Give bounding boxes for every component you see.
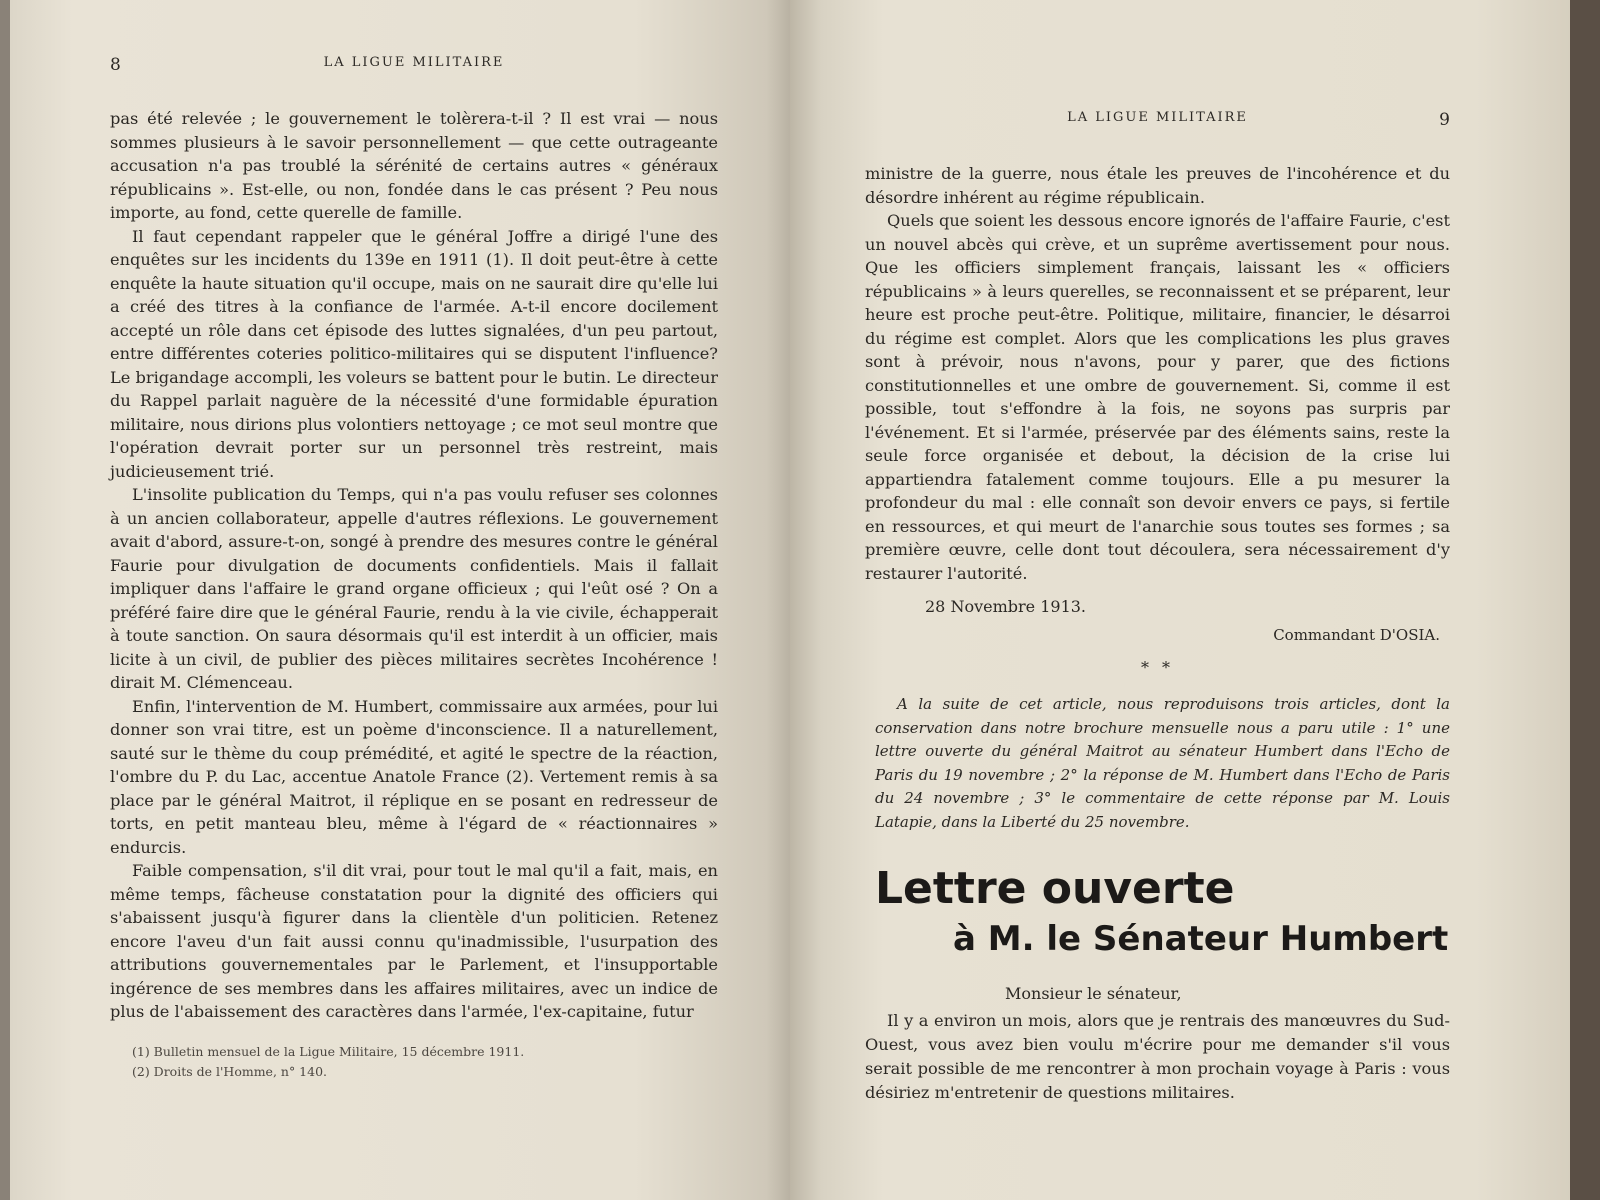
- footnote: (1) Bulletin mensuel de la Ligue Militaire, 15 décembre 1911.: [132, 1043, 525, 1059]
- paragraph: L'insolite publication du Temps, qui n'a pas voulu refuser ses colonnes à un ancien collaborateur, appelle d'autres réflexions. Le gouvernement avait d'abord, assure-t-on, songé à prendre des mesures contre le général Faurie pour divulgation de documents confidentiels. Mais il fallait impliquer dans l'affaire le grand organe officieux ; qui l'eût osé ? On a préféré faire dire que le général Faurie, rendu à la vie civile, échapperait à toute sanction. On saura désormais qu'il est interdit à un officier, mais licite à un civil, de publier des pièces militaires secrètes Incohérence ! dirait M. Clémenceau.: [110, 485, 718, 692]
- running-head-title-right: LA LIGUE MILITAIRE: [1067, 110, 1248, 125]
- left-page: [10, 0, 790, 1200]
- headline-line-1: Lettre ouverte: [875, 863, 1235, 914]
- editorial-intro: A la suite de cet article, nous reproduisons trois articles, dont la conservation dans notre brochure mensuelle nous a paru utile : 1° une lettre ouverte du général Maitrot au sénateur Humbert dans l'Echo de Paris du 19 novembre ; 2° la réponse de M. Humbert dans l'Echo de Paris du 24 novembre ; 3° le commentaire de cette réponse par M. Louis Latapie, dans la Liberté du 25 novembre.: [875, 695, 1450, 831]
- paragraph: Quels que soient les dessous encore ignorés de l'affaire Faurie, c'est un nouvel abcès qui crève, et un suprême avertissement pour nous. Que les officiers simplement français, laissant les « officiers républicains » à leurs querelles, se reconnaissent et se préparent, leur heure est proche peut-être. Politique, militaire, financier, le désarroi du régime est complet. Alors que les complications les plus graves sont à prévoir, nous n'avons, pour y parer, que des fictions constitutionnelles et une ombre de gouvernement. Si, comme il est possible, tout s'effondre à la fois, ne soyons pas surpris par l'événement. Et si l'armée, préservée par des éléments sains, reste la seule force organisée et debout, la décision de la crise lui appartiendra fatalement comme toujours. Elle a pu mesurer la profondeur du mal : elle connaît son devoir envers ce pays, si fertile en ressources, et qui meurt de l'anarchie sous toutes ses formes ; sa première œuvre, celle dont tout découlera, sera nécessairement d'y restaurer l'autorité.: [865, 211, 1450, 583]
- running-head-title-left: LA LIGUE MILITAIRE: [323, 55, 505, 70]
- right-page: [790, 0, 1570, 1200]
- paragraph: Faible compensation, s'il dit vrai, pour tout le mal qu'il a fait, mais, en même temps, fâcheuse constatation pour la dignité des officiers qui s'abaissent jusqu'à figurer dans la clientèle d'un politicien. Retenez encore l'aveu d'un fait aussi connu qu'inadmissible, l'usurpation des attributions gouvernementales par le Parlement, et l'insupportable ingérence de ses membres dans les affaires militaires, avec un indice de plus de l'abaissement des caractères dans l'armée, l'ex-capitaine, futur: [110, 861, 718, 1021]
- footnotes: [110, 1042, 718, 1082]
- paragraph: Enfin, l'intervention de M. Humbert, commissaire aux armées, pour lui donner son vrai titre, est un poème d'inconscience. Il a naturellement, sauté sur le thème du coup prémédité, et agité le spectre de la réaction, l'ombre du P. du Lac, accentue Anatole France (2). Vertement remis à sa place par le général Maitrot, il réplique en se posant en redresseur de torts, en petit manteau bleu, même à l'égard de « réactionnaires » endurcis.: [110, 696, 718, 857]
- letter-salutation: Monsieur le sénateur,: [1005, 984, 1182, 1003]
- paragraph: Il y a environ un mois, alors que je rentrais des manœuvres du Sud-Ouest, vous avez bien voulu m'écrire pour me demander s'il vous serait possible de me rencontrer à mon prochain voyage à Paris : vous désiriez m'entretenir de questions militaires.: [865, 1011, 1450, 1102]
- letter-headline: [865, 862, 1450, 962]
- paragraph: pas été relevée ; le gouvernement le tolèrera-t-il ? Il est vrai — nous sommes plusieurs à le savoir personnellement — que cette outrageante accusation n'a pas troublé la sérénité de certains autres « généraux républicains ». Est-elle, ou non, fondée dans le cas présent ? Peu nous importe, au fond, cette querelle de famille.: [110, 109, 718, 222]
- section-separator: * *: [1140, 658, 1175, 677]
- letter-body: [865, 1009, 1450, 1105]
- footnote: (2) Droits de l'Homme, n° 140.: [132, 1063, 328, 1079]
- article-date: 28 Novembre 1913.: [925, 597, 1087, 616]
- headline-line-2: à M. le Sénateur Humbert: [953, 919, 1449, 959]
- running-head-right: [865, 110, 1450, 132]
- page-number-left: 8: [110, 55, 121, 75]
- paragraph: Il faut cependant rappeler que le général Joffre a dirigé l'une des enquêtes sur les incidents du 139e en 1911 (1). Il doit peut-être à cette enquête la haute situation qu'il occupe, mais on ne saurait dire qu'elle lui a créé des titres à la confiance de l'armée. A-t-il encore docilement accepté un rôle dans cet épisode des luttes signalées, d'un peu partout, entre différentes coteries politico-militaires qui se disputent l'influence? Le brigandage accompli, les voleurs se battent pour le butin. Le directeur du Rappel parlait naguère de la nécessité d'une formidable épuration militaire, nous dirions plus volontiers nettoyage ; ce mot seul montre que l'opération devrait porter sur un personnel très restreint, mais judicieusement trié.: [110, 226, 718, 481]
- right-body-text: [865, 162, 1450, 585]
- running-head-left: [110, 55, 718, 77]
- page-number-right: 9: [1439, 110, 1450, 130]
- author-signature: Commandant D'OSIA.: [1273, 626, 1440, 644]
- left-body-text: [110, 107, 718, 1024]
- paragraph: ministre de la guerre, nous étale les preuves de l'incohérence et du désordre inhérent au régime républicain.: [865, 164, 1450, 207]
